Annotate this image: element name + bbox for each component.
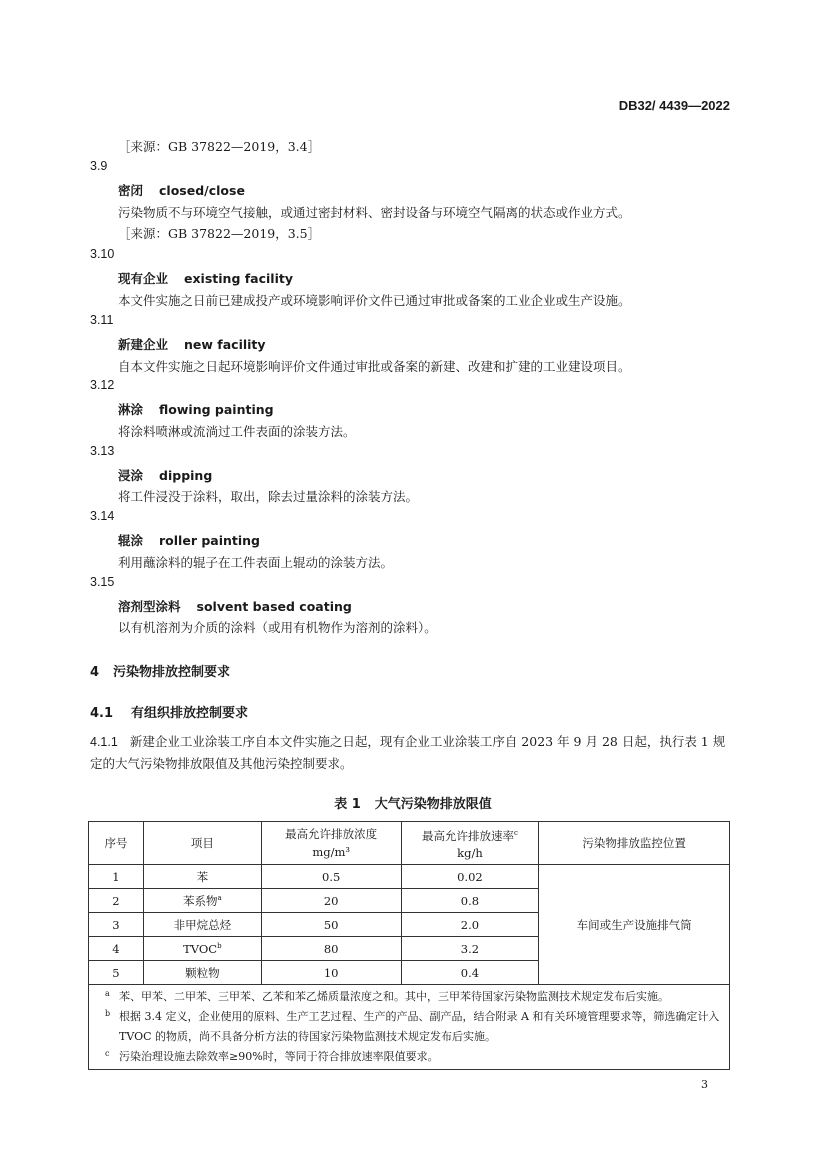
- term-cn: 浸涂: [118, 468, 144, 483]
- term-definition: 利用蘸涂料的辊子在工件表面上辊动的涂装方法。: [118, 555, 394, 570]
- cell-item: [143, 937, 261, 961]
- term-heading: [118, 335, 266, 353]
- clause-number: 3.13: [90, 444, 115, 458]
- term-definition: 自本文件实施之日起环境影响评价文件通过审批或备案的新建、改建和扩建的工业建设项目。: [118, 359, 631, 374]
- cell-location: 车间或生产设施排气筒: [539, 865, 730, 985]
- cell-item: [143, 961, 261, 985]
- subsection-title: 有组织排放控制要求: [131, 706, 249, 721]
- cell-rate: 3.2: [401, 937, 539, 961]
- term-cn: 淋涂: [118, 402, 144, 417]
- term-cn: 密闭: [118, 183, 144, 198]
- header-rate-label: 最高允许排放速率: [421, 828, 514, 843]
- term-definition: 将工件浸没于涂料，取出，除去过量涂料的涂装方法。: [118, 489, 419, 504]
- term-cn: 现有企业: [118, 271, 169, 286]
- paragraph-number: 4.1.1: [90, 735, 118, 749]
- item-name: TVOC: [183, 941, 218, 956]
- source-note: ［来源：GB 37822—2019，3.4］: [118, 139, 321, 154]
- table-notes: [89, 985, 730, 1070]
- subsection-heading: [90, 702, 248, 721]
- item-name: 非甲烷总烃: [173, 917, 232, 932]
- term-cn: 辊涂: [118, 533, 144, 548]
- header-concentration: [261, 822, 401, 865]
- cell-conc: 50: [261, 913, 401, 937]
- section-heading: [90, 661, 230, 680]
- term-en: roller painting: [159, 533, 261, 548]
- footnote-mark: b: [217, 941, 222, 950]
- footnote-mark: c: [513, 828, 518, 837]
- item-name: 颗粒物: [185, 965, 220, 980]
- table-caption: [0, 793, 826, 812]
- table-caption-number: 表 1: [334, 797, 361, 812]
- cell-rate: 0.4: [401, 961, 539, 985]
- table-header-row: [89, 822, 730, 865]
- section-title: 污染物排放控制要求: [113, 665, 231, 680]
- note-text: 苯、甲苯、二甲苯、三甲苯、乙苯和苯乙烯质量浓度之和。其中，三甲苯待国家污染物监测技术规定发布后实施。: [119, 990, 669, 1003]
- table-caption-title: 大气污染物排放限值: [374, 797, 492, 812]
- cell-no: 5: [89, 961, 144, 985]
- term-en: existing facility: [184, 271, 293, 286]
- clause-number: 3.14: [90, 509, 115, 523]
- paragraph-text: 新建企业工业涂装工序自本文件实施之日起，现有企业工业涂装工序自 2023 年 9 月 28 日起，执行表 1 规定的大气污染物排放限值及其他污染控制要求。: [90, 734, 726, 771]
- term-heading: [118, 466, 212, 484]
- cell-conc: 20: [261, 889, 401, 913]
- cell-conc: 0.5: [261, 865, 401, 889]
- footnote-mark: a: [217, 893, 222, 902]
- cell-no: 1: [89, 865, 144, 889]
- cell-rate: 0.8: [401, 889, 539, 913]
- term-heading: [118, 269, 293, 287]
- page-number: 3: [701, 1078, 708, 1091]
- cell-item: [143, 913, 261, 937]
- clause-number: 3.9: [90, 159, 108, 173]
- header-conc-unit: mg/m³: [312, 845, 350, 859]
- header-location: 污染物排放监控位置: [539, 822, 730, 865]
- footnote-mark: b: [105, 1009, 111, 1018]
- term-definition: 污染物质不与环境空气接触，或通过密封材料、密封设备与环境空气隔离的状态或作业方式。: [118, 205, 631, 220]
- footnote-mark: a: [105, 989, 110, 998]
- note-text: 根据 3.4 定义，企业使用的原料、生产工艺过程、生产的产品、副产品，结合附录 A 和有关环境管理要求等，筛选确定计入 TVOC 的物质，尚不具备分析方法的待国家污染物监测技术规定发布后实施。: [119, 1010, 720, 1043]
- clause-number: 3.15: [90, 575, 115, 589]
- footnote-mark: c: [105, 1049, 110, 1058]
- cell-no: 2: [89, 889, 144, 913]
- table-row: [89, 865, 730, 889]
- emission-limits-table: [88, 821, 730, 1070]
- subsection-number: 4.1: [90, 706, 114, 721]
- term-cn: 溶剂型涂料: [118, 599, 181, 614]
- term-en: solvent based coating: [196, 599, 352, 614]
- term-definition: 将涂料喷淋或流淌过工件表面的涂装方法。: [118, 424, 356, 439]
- cell-item: [143, 865, 261, 889]
- table-note: [105, 1047, 721, 1067]
- term-en: dipping: [159, 468, 213, 483]
- table-note: [105, 1007, 721, 1047]
- term-en: new facility: [184, 337, 266, 352]
- term-definition: 以有机溶剂为介质的涂料（或用有机物作为溶剂的涂料）。: [118, 620, 437, 635]
- cell-conc: 80: [261, 937, 401, 961]
- header-item: 项目: [143, 822, 261, 865]
- header-rate: [401, 822, 539, 865]
- term-heading: [118, 400, 274, 418]
- item-name: 苯: [196, 869, 209, 884]
- term-cn: 新建企业: [118, 337, 169, 352]
- cell-no: 3: [89, 913, 144, 937]
- term-definition: 本文件实施之日前已建成投产或环境影响评价文件已通过审批或备案的工业企业或生产设施。: [118, 293, 631, 308]
- header-rate-unit: kg/h: [457, 846, 483, 861]
- table-note: [105, 987, 721, 1007]
- document-number: DB32/ 4439—2022: [618, 98, 730, 113]
- header-conc-label: 最高允许排放浓度: [285, 827, 378, 841]
- note-text: 污染治理设施去除效率≥90%时，等同于符合排放速率限值要求。: [119, 1050, 439, 1063]
- term-en: closed/close: [159, 183, 245, 198]
- term-heading: [118, 531, 260, 549]
- clause-number: 3.12: [90, 378, 115, 392]
- cell-rate: 0.02: [401, 865, 539, 889]
- cell-rate: 2.0: [401, 913, 539, 937]
- section-number: 4: [90, 665, 100, 680]
- clause-number: 3.10: [90, 247, 115, 261]
- source-note: ［来源：GB 37822—2019，3.5］: [118, 226, 321, 241]
- cell-no: 4: [89, 937, 144, 961]
- header-no: 序号: [89, 822, 144, 865]
- cell-item: [143, 889, 261, 913]
- term-heading: [118, 597, 352, 615]
- item-name: 苯系物: [182, 893, 218, 908]
- table-notes-row: [89, 985, 730, 1070]
- cell-conc: 10: [261, 961, 401, 985]
- paragraph-4-1-1: [90, 731, 730, 775]
- clause-number: 3.11: [90, 313, 114, 327]
- term-heading: [118, 181, 245, 199]
- term-en: flowing painting: [159, 402, 274, 417]
